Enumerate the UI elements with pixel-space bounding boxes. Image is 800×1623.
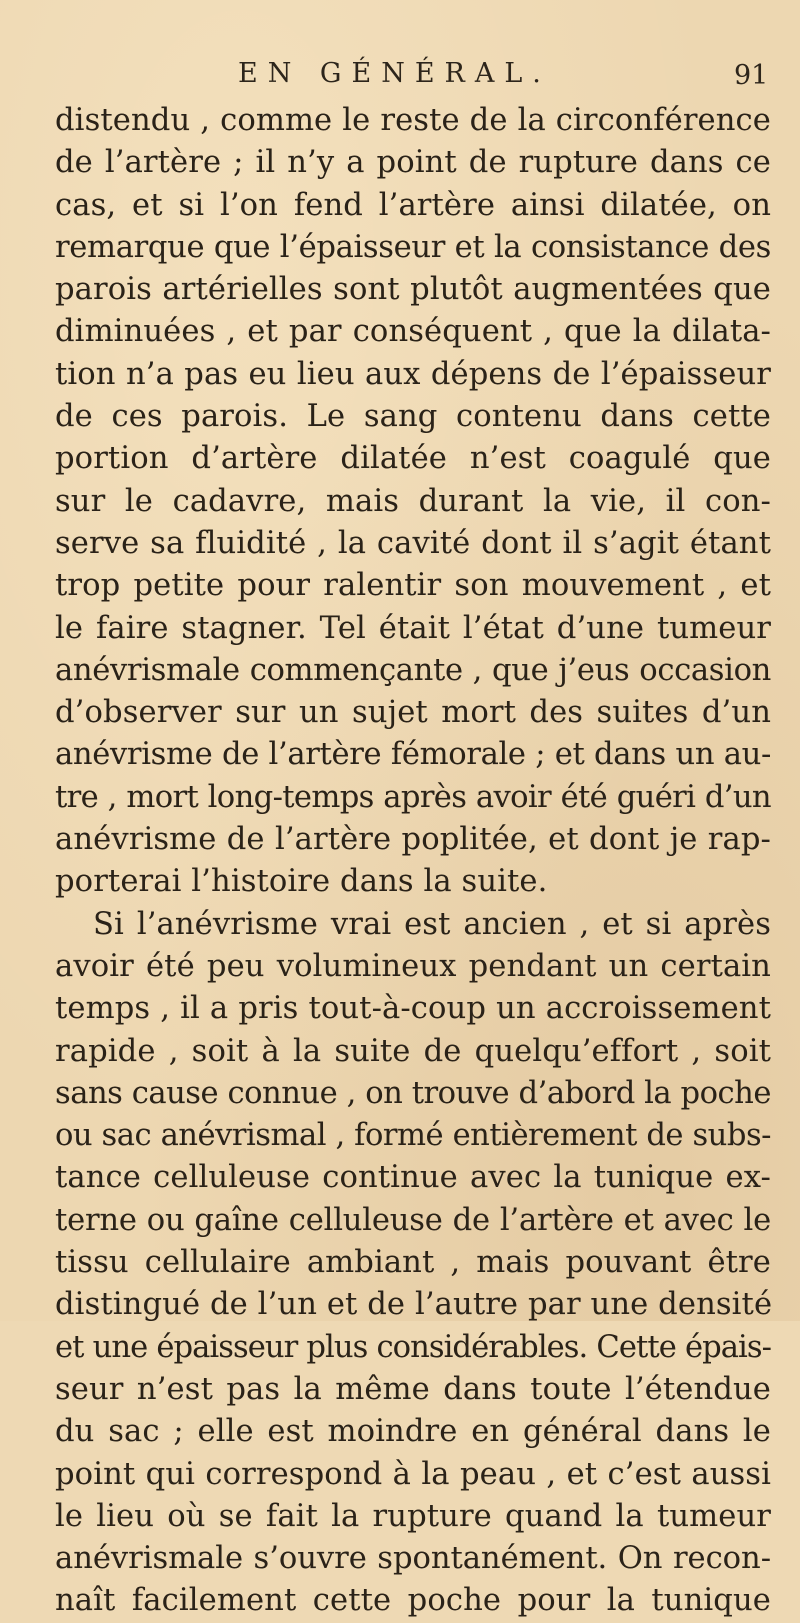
text-line: anévrisme de l’artère poplitée, et dont je rap- <box>55 822 771 858</box>
text-line: sur le cadavre, mais durant la vie, il con- <box>55 483 771 519</box>
running-title: EN GÉNÉRAL. <box>238 58 551 89</box>
text-line: portion d’artère dilatée n’est coagulé que <box>55 441 771 477</box>
text-line: tion n’a pas eu lieu aux dépens de l’épaisseur <box>55 356 771 392</box>
text-line: avoir été peu volumineux pendant un certain <box>55 948 771 984</box>
running-head <box>0 58 800 98</box>
text-line: point qui correspond à la peau , et c’est aussi <box>55 1456 771 1492</box>
paragraph-first-line: Si l’anévrisme vrai est ancien , et si après <box>93 906 771 942</box>
text-line: terne ou gaîne celluleuse de l’artère et avec le <box>55 1202 771 1238</box>
text-line: tance celluleuse continue avec la tunique ex- <box>55 1160 771 1196</box>
text-line: et une épaisseur plus considérables. Cette épais- <box>55 1329 771 1365</box>
text-line: anévrismale commençante , que j’eus occasion <box>55 652 771 688</box>
text-line: anévrisme de l’artère fémorale ; et dans un au- <box>55 737 771 773</box>
text-line: seur n’est pas la même dans toute l’étendue <box>55 1371 771 1407</box>
text-line: anévrismale s’ouvre spontanément. On recon- <box>55 1541 771 1577</box>
text-line: du sac ; elle est moindre en général dans le <box>55 1414 771 1450</box>
text-line: trop petite pour ralentir son mouvement , et <box>55 568 771 604</box>
text-line: de l’artère ; il n’y a point de rupture dans ce <box>55 145 771 181</box>
text-line: sans cause connue , on trouve d’abord la poche <box>55 1075 771 1111</box>
text-line: distingué de l’un et de l’autre par une densité <box>55 1287 773 1323</box>
text-line: remarque que l’épaisseur et la consistance des <box>55 229 771 265</box>
text-line: de ces parois. Le sang contenu dans cette <box>55 399 771 435</box>
text-line: rapide , soit à la suite de quelqu’effort , soit <box>55 1033 771 1069</box>
body-text <box>55 100 771 1623</box>
text-line: cas, et si l’on fend l’artère ainsi dilatée, on <box>55 187 771 223</box>
page-number: 91 <box>734 60 769 91</box>
text-line: diminuées , et par conséquent , que la dilata- <box>55 314 771 350</box>
text-line: tre , mort long-temps après avoir été guéri d’un <box>55 779 771 815</box>
text-line: naît facilement cette poche pour la tunique <box>55 1583 771 1619</box>
text-line: le faire stagner. Tel était l’état d’une tumeur <box>55 610 771 646</box>
text-line: ou sac anévrismal , formé entièrement de subs- <box>55 1118 771 1154</box>
text-line: serve sa fluidité , la cavité dont il s’agit étant <box>55 525 771 561</box>
text-line: le lieu où se fait la rupture quand la tumeur <box>55 1498 771 1534</box>
text-line: distendu , comme le reste de la circonférence <box>55 103 771 138</box>
text-line: d’observer sur un sujet mort des suites d’un <box>55 695 771 731</box>
text-line: porterai l’histoire dans la suite. <box>55 864 548 900</box>
text-line: temps , il a pris tout-à-coup un accroissement <box>55 991 771 1027</box>
text-line: tissu cellulaire ambiant , mais pouvant être <box>55 1245 771 1281</box>
text-line: parois artérielles sont plutôt augmentées que <box>55 272 771 308</box>
